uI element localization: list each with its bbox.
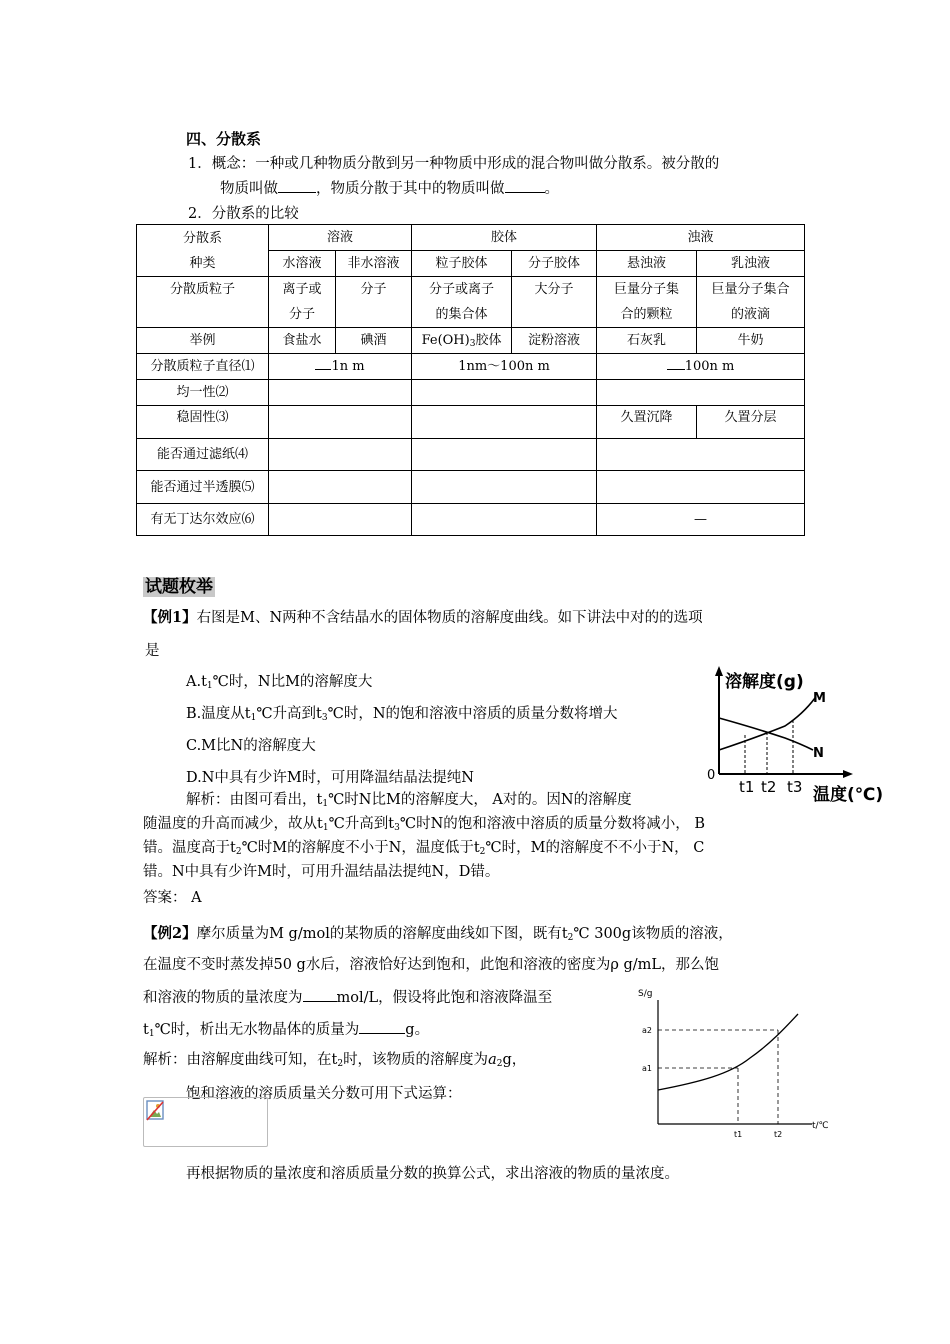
text: B.温度从t — [186, 706, 251, 722]
comparison-heading: 2．分散系的比较 — [188, 206, 299, 222]
cell-tyndall-turbid: — — [597, 504, 805, 536]
text: ℃时，M的溶解度不不小于N， C — [485, 840, 705, 856]
cell-ex-salt: 食盐水 — [269, 328, 336, 354]
cell-text: 胶体 — [475, 333, 502, 348]
subscript: 2 — [479, 847, 486, 857]
cell-tyndall-solution[interactable] — [269, 504, 412, 536]
cell-text: 合的颗粒 — [620, 307, 673, 322]
ex1-option-a[interactable] — [186, 670, 372, 691]
text: 解析：由溶解度曲线可知，在t — [143, 1052, 338, 1068]
cell-text: 离子或 — [282, 282, 322, 297]
row-label-particle: 分散质粒子 — [137, 277, 269, 328]
y-axis-label: 溶解度(g) — [725, 672, 804, 692]
text: 解析：由图可看出，t — [186, 792, 323, 808]
cell-ex-iodine: 碘酒 — [336, 328, 412, 354]
concept-text-a: 物质叫做 — [220, 181, 278, 197]
concept-text-b: ，物质分散于其中的物质叫做 — [316, 181, 505, 197]
header-molecular-colloid: 分子胶体 — [512, 251, 597, 277]
t2-label: t2 — [774, 1130, 783, 1139]
header-emulsion: 乳浊液 — [697, 251, 805, 277]
ex2-stem-line4 — [143, 1018, 429, 1039]
cell-particle-drop — [697, 277, 805, 328]
cell-ex-lime: 石灰乳 — [597, 328, 697, 354]
cell-text: 1n m — [331, 359, 365, 374]
cell-ex-starch: 淀粉溶液 — [512, 328, 597, 354]
t1-label: t1 — [734, 1130, 743, 1139]
text: ℃升高到t — [256, 706, 322, 722]
blank-concentration[interactable] — [303, 987, 337, 1002]
ex1-answer: 答案： A — [143, 890, 202, 906]
cell-text: 巨量分子集 — [614, 282, 680, 297]
blank-crystal-mass[interactable] — [359, 1019, 405, 1034]
a2-label: a2 — [642, 1026, 652, 1035]
header-type-line1: 分散系 — [182, 230, 222, 246]
ex1-stem-line1 — [143, 606, 703, 627]
ex2-solubility-graph — [630, 982, 835, 1144]
text: 摩尔质量为M g/mol的某物质的溶解度曲线如下图，既有t — [196, 926, 568, 942]
cell-ex-feoh — [412, 328, 512, 354]
examples-heading-text: 试题枚举 — [145, 577, 213, 597]
section-title: 四、分散系 — [186, 130, 262, 148]
subscript: 2 — [235, 847, 242, 857]
cell-particle-ion — [269, 277, 336, 328]
cell-dia-solution — [269, 354, 412, 380]
ex2-analysis-line1 — [143, 1048, 526, 1069]
cell-particle-macro: 大分子 — [512, 277, 597, 328]
cell-stability-solution[interactable] — [269, 406, 412, 439]
ex1-solubility-graph — [705, 662, 890, 804]
text: ℃升高到t — [328, 816, 395, 832]
text: ℃时N的饱和溶液中溶质的质量分数将减小， B — [399, 816, 706, 832]
y-axis-label: S/g — [638, 989, 653, 999]
ex2-analysis-line3: 再根据物质的量浓度和溶质质量分数的换算公式，求出溶液的物质的量浓度。 — [186, 1166, 679, 1182]
cell-filter-turbid[interactable] — [597, 439, 805, 471]
subscript: 1 — [322, 799, 329, 809]
row-label-membrane: 能否通过半透膜⑸ — [137, 471, 269, 504]
row-label-uniform: 均一性⑵ — [137, 380, 269, 406]
curve-m-label: M — [813, 691, 826, 706]
x-axis-label: 温度(℃) — [813, 785, 884, 804]
solubility-curve — [658, 1014, 798, 1090]
subscript: 2 — [567, 933, 574, 943]
text: g， — [502, 1052, 527, 1068]
subscript: 1 — [250, 713, 257, 723]
ex1-tag: 【例1】 — [143, 609, 197, 626]
text: t — [143, 1022, 149, 1038]
t2-label: t2 — [761, 778, 777, 796]
subscript: 2 — [496, 1059, 503, 1069]
row-label-stability: 稳固性⑶ — [137, 406, 269, 439]
ex1-stem-text: 右图是M、N两种不含结晶水的固体物质的溶解度曲线。如下讲法中对的的选项 — [196, 610, 703, 626]
cell-text: 分子 — [288, 307, 315, 322]
subscript: 3 — [321, 713, 328, 723]
text: g。 — [405, 1022, 430, 1038]
text: ℃时N比M的溶解度大， A对的。因N的溶解度 — [328, 792, 632, 808]
text: ℃时，N比M的溶解度大 — [212, 674, 373, 690]
cell-filter-solution[interactable] — [269, 439, 412, 471]
t3-label: t3 — [787, 778, 803, 796]
concept-text-c: 。 — [544, 181, 559, 197]
ex2-stem-line1 — [143, 922, 733, 943]
x-axis-arrow — [843, 770, 853, 778]
text: ℃ 300g该物质的溶液， — [573, 926, 733, 942]
row-label-tyndall: 有无丁达尔效应⑹ — [137, 504, 269, 536]
subscript: 2 — [337, 1059, 344, 1069]
header-turbid: 浊液 — [597, 225, 805, 251]
blank-dia-solution[interactable] — [315, 357, 331, 370]
header-solution: 溶液 — [269, 225, 412, 251]
a1-label: a1 — [642, 1064, 652, 1073]
ex1-option-b[interactable] — [186, 702, 618, 723]
cell-text: 100n m — [684, 359, 735, 374]
x-axis-label: t/℃ — [812, 1121, 829, 1131]
examples-heading — [143, 572, 215, 597]
text: 随温度的升高而减少，故从t — [143, 816, 323, 832]
concept-line-2 — [220, 177, 559, 198]
subscript: 3 — [394, 823, 400, 833]
cell-text: 分子或离子 — [429, 282, 495, 297]
blank-dispersant[interactable] — [505, 178, 545, 193]
cell-dia-colloid: 1nm～100n m — [412, 354, 597, 380]
cell-text: 的液滴 — [731, 307, 771, 322]
origin-label: 0 — [707, 768, 716, 783]
curve-n-label: N — [813, 746, 824, 761]
text: mol/L，假设将此饱和溶液降温至 — [336, 990, 553, 1006]
cell-dia-turbid — [597, 354, 805, 380]
ex1-option-c[interactable]: C.M比N的溶解度大 — [186, 738, 316, 754]
cell-particle-molecule: 分子 — [336, 277, 412, 328]
cell-text: 巨量分子集合 — [711, 282, 790, 297]
text: a — [488, 1052, 497, 1068]
ex2-analysis-line2: 饱和溶液的溶质质量关分数可用下式运算： — [186, 1086, 462, 1102]
blank-dispersoid[interactable] — [278, 178, 316, 193]
row-label-filter: 能否通过滤纸⑷ — [137, 439, 269, 471]
header-particle-colloid: 粒子胶体 — [412, 251, 512, 277]
cell-ex-milk: 牛奶 — [697, 328, 805, 354]
text: A.t — [186, 674, 207, 690]
ex1-analysis-line1 — [186, 788, 632, 809]
header-water-solution: 水溶液 — [269, 251, 336, 277]
cell-stability-emulsion: 久置分层 — [697, 406, 805, 439]
ex1-option-d[interactable]: D.N中具有少许M时，可用降温结晶法提纯N — [186, 770, 474, 786]
cell-stability-colloid[interactable] — [412, 406, 597, 439]
subscript: 1 — [322, 823, 329, 833]
text: ℃时，N的饱和溶液中溶质的质量分数将增大 — [327, 706, 618, 722]
cell-text: Fe(OH) — [421, 333, 470, 348]
subscript: 1 — [148, 1029, 155, 1039]
broken-image-icon — [146, 1100, 166, 1122]
cell-filter-colloid[interactable] — [412, 439, 597, 471]
cell-particle-huge — [597, 277, 697, 328]
ex1-analysis-line2 — [143, 812, 705, 833]
text: ℃时M的溶解度不小于N，温度低于t — [241, 840, 480, 856]
cell-membrane-solution[interactable] — [269, 471, 412, 504]
y-axis-arrow — [715, 666, 723, 676]
ex2-stem-line2: 在温度不变时蒸发掉50 g水后，溶液恰好达到饱和，此饱和溶液的密度为ρ g/mL，那么饱 — [143, 957, 720, 973]
row-label-example: 举例 — [137, 328, 269, 354]
ex2-tag: 【例2】 — [143, 925, 197, 942]
header-suspension: 悬浊液 — [597, 251, 697, 277]
text: 时，该物质的溶解度为 — [343, 1052, 489, 1068]
t1-label: t1 — [739, 778, 755, 796]
header-type — [137, 225, 269, 277]
header-type-line2: 种类 — [189, 255, 216, 271]
concept-line-1: 1．概念：一种或几种物质分散到另一种物质中形成的混合物叫做分散系。被分散的 — [188, 156, 720, 172]
row-label-diameter: 分散质粒子直径⑴ — [137, 354, 269, 380]
formula-image-placeholder — [143, 1097, 268, 1147]
cell-stability-suspension: 久置沉降 — [597, 406, 697, 439]
header-non-water-solution: 非水溶液 — [336, 251, 412, 277]
subscript: 1 — [206, 681, 213, 691]
cell-membrane-colloid[interactable] — [412, 471, 597, 504]
subscript: 3 — [469, 339, 476, 349]
ex1-analysis-line3 — [143, 836, 704, 857]
cell-membrane-turbid[interactable] — [597, 471, 805, 504]
text: 和溶液的物质的量浓度为 — [143, 990, 303, 1006]
header-colloid: 胶体 — [412, 225, 597, 251]
text: 错。温度高于t — [143, 840, 236, 856]
cell-uniform-solution[interactable] — [269, 380, 412, 406]
ex1-stem-line2: 是 — [145, 643, 160, 659]
dispersion-comparison-table — [136, 224, 805, 536]
cell-text: 的集合体 — [435, 307, 488, 322]
blank-dia-turbid[interactable] — [667, 357, 685, 370]
cell-uniform-colloid[interactable] — [412, 380, 597, 406]
ex1-analysis-line4: 错。N中具有少许M时，可用升温结晶法提纯N，D错。 — [143, 864, 500, 880]
ex2-stem-line3 — [143, 986, 552, 1007]
cell-tyndall-colloid[interactable] — [412, 504, 597, 536]
text: ℃时，析出无水物晶体的质量为 — [154, 1022, 360, 1038]
cell-particle-colloid — [412, 277, 512, 328]
cell-uniform-turbid[interactable] — [597, 380, 805, 406]
